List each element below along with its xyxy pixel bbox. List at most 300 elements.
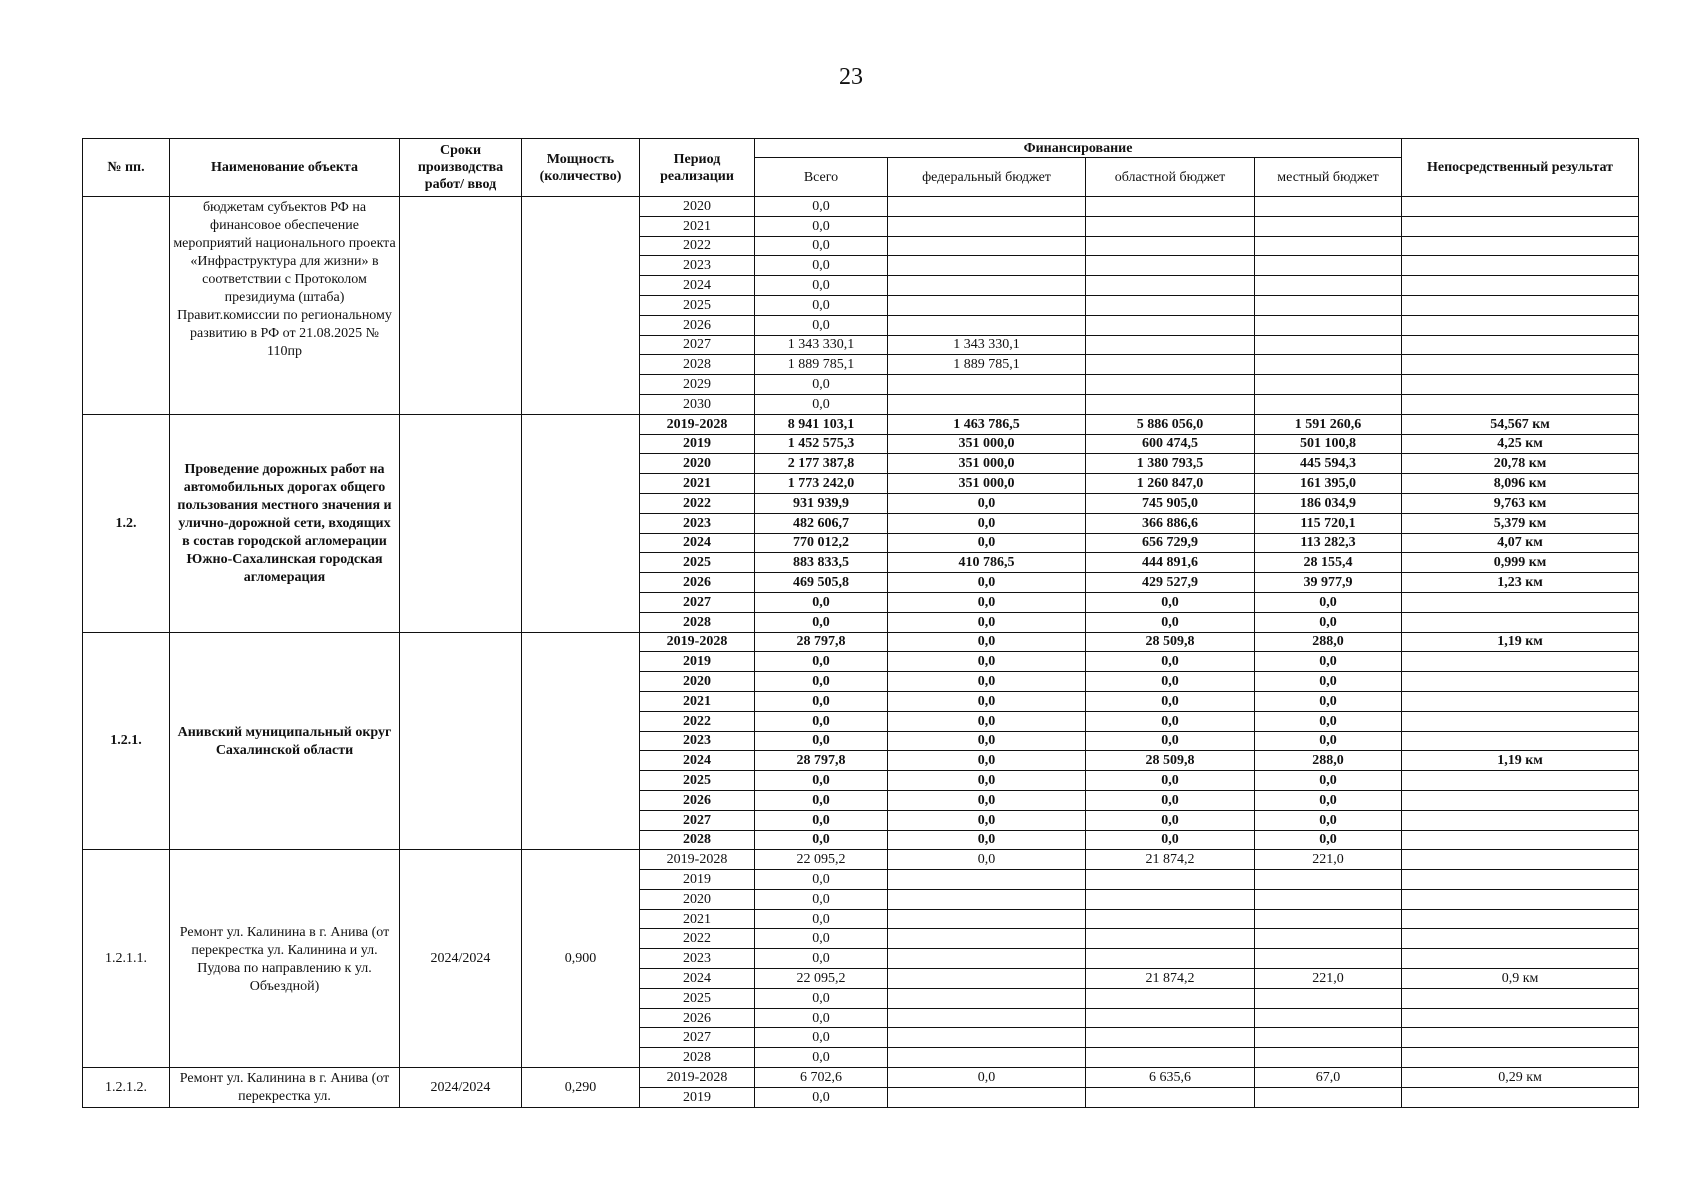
total-cell: 0,0 [755,295,888,315]
result-cell [1402,1087,1639,1107]
regional-cell: 366 886,6 [1086,513,1255,533]
result-cell [1402,711,1639,731]
work-terms [400,197,522,415]
total-cell: 0,0 [755,236,888,256]
object-name: Проведение дорожных работ на автомобильных дорогах общего пользования местного значения и улично-дорожной сети, входящих в состав городской агломерации Южно-Сахалинская городская агломерация [170,414,400,632]
regional-cell [1086,276,1255,296]
regional-cell [1086,929,1255,949]
header-financing: Финансирование [755,139,1402,158]
header-federal: федеральный бюджет [888,158,1086,197]
local-cell: 0,0 [1255,731,1402,751]
header-capacity: Мощность (количество) [522,139,640,197]
regional-cell: 5 886 056,0 [1086,414,1255,434]
regional-cell [1086,870,1255,890]
regional-cell: 21 874,2 [1086,850,1255,870]
table-row [83,850,1639,870]
period-cell: 2026 [640,1008,755,1028]
table-row [83,632,1639,652]
result-cell [1402,810,1639,830]
item-number: 1.2.1.1. [83,850,170,1068]
period-cell: 2020 [640,889,755,909]
local-cell: 0,0 [1255,810,1402,830]
federal-cell [888,315,1086,335]
result-cell [1402,276,1639,296]
result-cell [1402,315,1639,335]
federal-cell: 0,0 [888,731,1086,751]
regional-cell [1086,256,1255,276]
federal-cell: 1 463 786,5 [888,414,1086,434]
local-cell: 67,0 [1255,1068,1402,1088]
federal-cell [888,1028,1086,1048]
table-body [83,197,1639,1108]
federal-cell: 0,0 [888,711,1086,731]
regional-cell: 28 509,8 [1086,751,1255,771]
period-cell: 2028 [640,1048,755,1068]
result-cell: 1,19 км [1402,632,1639,652]
regional-cell [1086,394,1255,414]
object-name: Ремонт ул. Калинина в г. Анива (от перекрестка ул. Калинина и ул. Пудова по направлению к ул. Объездной) [170,850,400,1068]
regional-cell [1086,889,1255,909]
header-period: Период реализации [640,139,755,197]
header-result: Непосредственный результат [1402,139,1639,197]
regional-cell [1086,355,1255,375]
regional-cell: 1 380 793,5 [1086,454,1255,474]
period-cell: 2021 [640,691,755,711]
federal-cell [888,256,1086,276]
result-cell [1402,889,1639,909]
capacity [522,414,640,632]
regional-cell: 745 905,0 [1086,493,1255,513]
result-cell [1402,1028,1639,1048]
result-cell: 0,999 км [1402,553,1639,573]
period-cell: 2028 [640,355,755,375]
result-cell: 5,379 км [1402,513,1639,533]
period-cell: 2020 [640,454,755,474]
local-cell: 113 282,3 [1255,533,1402,553]
local-cell [1255,197,1402,217]
federal-cell: 1 343 330,1 [888,335,1086,355]
header-total: Всего [755,158,888,197]
local-cell [1255,870,1402,890]
regional-cell [1086,988,1255,1008]
total-cell: 2 177 387,8 [755,454,888,474]
total-cell: 0,0 [755,1048,888,1068]
regional-cell: 429 527,9 [1086,573,1255,593]
period-cell: 2019 [640,652,755,672]
local-cell [1255,929,1402,949]
federal-cell: 351 000,0 [888,434,1086,454]
federal-cell [888,969,1086,989]
period-cell: 2025 [640,771,755,791]
total-cell: 0,0 [755,929,888,949]
federal-cell [888,909,1086,929]
period-cell: 2028 [640,612,755,632]
regional-cell: 0,0 [1086,592,1255,612]
total-cell: 8 941 103,1 [755,414,888,434]
regional-cell [1086,295,1255,315]
local-cell: 445 594,3 [1255,454,1402,474]
regional-cell: 28 509,8 [1086,632,1255,652]
federal-cell: 0,0 [888,810,1086,830]
local-cell [1255,988,1402,1008]
local-cell: 1 591 260,6 [1255,414,1402,434]
total-cell: 0,0 [755,672,888,692]
federal-cell: 0,0 [888,790,1086,810]
table-row [83,1068,1639,1088]
federal-cell [888,236,1086,256]
local-cell: 28 155,4 [1255,553,1402,573]
period-cell: 2024 [640,276,755,296]
total-cell: 0,0 [755,256,888,276]
result-cell [1402,850,1639,870]
period-cell: 2020 [640,672,755,692]
result-cell: 8,096 км [1402,474,1639,494]
total-cell: 0,0 [755,216,888,236]
regional-cell [1086,216,1255,236]
result-cell [1402,592,1639,612]
total-cell: 482 606,7 [755,513,888,533]
work-terms [400,632,522,850]
period-cell: 2027 [640,335,755,355]
federal-cell: 0,0 [888,652,1086,672]
object-name: Анивский муниципальный округ Сахалинской области [170,632,400,850]
capacity [522,632,640,850]
regional-cell: 0,0 [1086,790,1255,810]
local-cell: 288,0 [1255,632,1402,652]
period-cell: 2025 [640,553,755,573]
federal-cell: 1 889 785,1 [888,355,1086,375]
period-cell: 2029 [640,375,755,395]
federal-cell: 0,0 [888,533,1086,553]
regional-cell [1086,1008,1255,1028]
federal-cell [888,870,1086,890]
local-cell: 0,0 [1255,830,1402,850]
work-terms: 2024/2024 [400,1068,522,1108]
item-number: 1.2.1. [83,632,170,850]
capacity: 0,900 [522,850,640,1068]
period-cell: 2027 [640,810,755,830]
item-number: 1.2. [83,414,170,632]
result-cell [1402,949,1639,969]
object-name: Ремонт ул. Калинина в г. Анива (от перекрестка ул. [170,1068,400,1108]
period-cell: 2027 [640,1028,755,1048]
total-cell: 0,0 [755,197,888,217]
federal-cell: 0,0 [888,751,1086,771]
object-name: бюджетам субъектов РФ на финансовое обеспечение мероприятий национального проекта «Инфраструктура для жизни» в соответствии с Протоколом президиума (штаба) Правит.комиссии по региональному развитию в РФ от 21.08.2025 № 110пр [170,197,400,415]
federal-cell: 0,0 [888,850,1086,870]
federal-cell [888,949,1086,969]
period-cell: 2030 [640,394,755,414]
local-cell [1255,256,1402,276]
period-cell: 2025 [640,988,755,1008]
regional-cell [1086,197,1255,217]
result-cell [1402,771,1639,791]
table-row [83,414,1639,434]
result-cell [1402,790,1639,810]
result-cell [1402,691,1639,711]
total-cell: 0,0 [755,810,888,830]
federal-cell: 351 000,0 [888,474,1086,494]
local-cell [1255,276,1402,296]
total-cell: 0,0 [755,1087,888,1107]
total-cell: 0,0 [755,612,888,632]
total-cell: 0,0 [755,315,888,335]
federal-cell [888,375,1086,395]
period-cell: 2024 [640,533,755,553]
total-cell: 0,0 [755,870,888,890]
regional-cell: 0,0 [1086,691,1255,711]
federal-cell: 0,0 [888,1068,1086,1088]
federal-cell [888,394,1086,414]
period-cell: 2022 [640,493,755,513]
result-cell: 54,567 км [1402,414,1639,434]
period-cell: 2021 [640,909,755,929]
regional-cell: 0,0 [1086,672,1255,692]
local-cell: 115 720,1 [1255,513,1402,533]
period-cell: 2024 [640,969,755,989]
result-cell: 20,78 км [1402,454,1639,474]
regional-cell [1086,1028,1255,1048]
total-cell: 0,0 [755,1028,888,1048]
total-cell: 0,0 [755,691,888,711]
total-cell: 0,0 [755,731,888,751]
total-cell: 0,0 [755,949,888,969]
result-cell [1402,197,1639,217]
result-cell [1402,355,1639,375]
result-cell [1402,216,1639,236]
result-cell [1402,295,1639,315]
total-cell: 0,0 [755,375,888,395]
total-cell: 28 797,8 [755,632,888,652]
regional-cell [1086,315,1255,335]
period-cell: 2019-2028 [640,414,755,434]
local-cell [1255,355,1402,375]
local-cell: 186 034,9 [1255,493,1402,513]
total-cell: 0,0 [755,771,888,791]
local-cell: 221,0 [1255,850,1402,870]
local-cell [1255,889,1402,909]
result-cell [1402,830,1639,850]
federal-cell: 0,0 [888,632,1086,652]
result-cell [1402,256,1639,276]
result-cell: 9,763 км [1402,493,1639,513]
total-cell: 22 095,2 [755,850,888,870]
local-cell [1255,1048,1402,1068]
result-cell [1402,672,1639,692]
local-cell: 288,0 [1255,751,1402,771]
result-cell: 1,19 км [1402,751,1639,771]
header-regional: областной бюджет [1086,158,1255,197]
result-cell [1402,909,1639,929]
period-cell: 2021 [640,474,755,494]
total-cell: 22 095,2 [755,969,888,989]
federal-cell: 0,0 [888,830,1086,850]
regional-cell: 656 729,9 [1086,533,1255,553]
federal-cell [888,295,1086,315]
result-cell [1402,236,1639,256]
federal-cell [888,1048,1086,1068]
result-cell: 4,25 км [1402,434,1639,454]
federal-cell: 0,0 [888,573,1086,593]
result-cell [1402,1008,1639,1028]
local-cell [1255,216,1402,236]
result-cell: 0,29 км [1402,1068,1639,1088]
total-cell: 28 797,8 [755,751,888,771]
total-cell: 0,0 [755,592,888,612]
period-cell: 2023 [640,513,755,533]
federal-cell: 0,0 [888,612,1086,632]
period-cell: 2026 [640,573,755,593]
regional-cell [1086,909,1255,929]
period-cell: 2023 [640,731,755,751]
federal-cell: 0,0 [888,691,1086,711]
total-cell: 1 773 242,0 [755,474,888,494]
period-cell: 2021 [640,216,755,236]
federal-cell [888,276,1086,296]
result-cell: 4,07 км [1402,533,1639,553]
period-cell: 2026 [640,790,755,810]
period-cell: 2019 [640,1087,755,1107]
total-cell: 0,0 [755,909,888,929]
federal-cell [888,929,1086,949]
period-cell: 2023 [640,949,755,969]
total-cell: 0,0 [755,790,888,810]
local-cell [1255,335,1402,355]
federal-cell [888,197,1086,217]
local-cell: 0,0 [1255,691,1402,711]
result-cell: 1,23 км [1402,573,1639,593]
total-cell: 0,0 [755,988,888,1008]
period-cell: 2019-2028 [640,850,755,870]
local-cell: 221,0 [1255,969,1402,989]
local-cell: 0,0 [1255,711,1402,731]
period-cell: 2028 [640,830,755,850]
regional-cell [1086,375,1255,395]
local-cell [1255,949,1402,969]
period-cell: 2022 [640,236,755,256]
result-cell [1402,731,1639,751]
regional-cell: 6 635,6 [1086,1068,1255,1088]
total-cell: 0,0 [755,652,888,672]
total-cell: 1 889 785,1 [755,355,888,375]
federal-cell [888,988,1086,1008]
total-cell: 0,0 [755,276,888,296]
period-cell: 2019 [640,434,755,454]
local-cell [1255,1028,1402,1048]
result-cell [1402,929,1639,949]
local-cell [1255,315,1402,335]
period-cell: 2026 [640,315,755,335]
total-cell: 883 833,5 [755,553,888,573]
regional-cell: 0,0 [1086,810,1255,830]
period-cell: 2019-2028 [640,632,755,652]
item-number [83,197,170,415]
regional-cell: 600 474,5 [1086,434,1255,454]
federal-cell: 351 000,0 [888,454,1086,474]
total-cell: 0,0 [755,889,888,909]
local-cell: 0,0 [1255,652,1402,672]
work-terms [400,414,522,632]
local-cell [1255,295,1402,315]
period-cell: 2027 [640,592,755,612]
regional-cell [1086,1087,1255,1107]
regional-cell [1086,335,1255,355]
regional-cell: 444 891,6 [1086,553,1255,573]
total-cell: 0,0 [755,394,888,414]
federal-cell: 410 786,5 [888,553,1086,573]
header-local: местный бюджет [1255,158,1402,197]
regional-cell: 0,0 [1086,652,1255,672]
result-cell [1402,394,1639,414]
local-cell: 0,0 [1255,592,1402,612]
result-cell [1402,870,1639,890]
regional-cell [1086,1048,1255,1068]
total-cell: 0,0 [755,711,888,731]
regional-cell: 0,0 [1086,771,1255,791]
regional-cell: 1 260 847,0 [1086,474,1255,494]
total-cell: 469 505,8 [755,573,888,593]
period-cell: 2024 [640,751,755,771]
local-cell: 0,0 [1255,771,1402,791]
result-cell [1402,1048,1639,1068]
federal-cell: 0,0 [888,672,1086,692]
header-terms: Сроки производства работ/ ввод [400,139,522,197]
regional-cell [1086,236,1255,256]
local-cell: 39 977,9 [1255,573,1402,593]
local-cell: 0,0 [1255,612,1402,632]
total-cell: 0,0 [755,830,888,850]
total-cell: 770 012,2 [755,533,888,553]
period-cell: 2019 [640,870,755,890]
period-cell: 2023 [640,256,755,276]
federal-cell [888,216,1086,236]
regional-cell: 0,0 [1086,830,1255,850]
result-cell: 0,9 км [1402,969,1639,989]
period-cell: 2022 [640,711,755,731]
local-cell [1255,1087,1402,1107]
federal-cell: 0,0 [888,771,1086,791]
local-cell [1255,1008,1402,1028]
regional-cell: 0,0 [1086,711,1255,731]
federal-cell [888,1008,1086,1028]
total-cell: 1 452 575,3 [755,434,888,454]
local-cell: 501 100,8 [1255,434,1402,454]
federal-cell: 0,0 [888,592,1086,612]
period-cell: 2022 [640,929,755,949]
capacity [522,197,640,415]
local-cell [1255,236,1402,256]
local-cell: 0,0 [1255,790,1402,810]
local-cell [1255,394,1402,414]
regional-cell: 0,0 [1086,731,1255,751]
result-cell [1402,988,1639,1008]
financing-table [82,138,1639,1108]
federal-cell [888,889,1086,909]
federal-cell: 0,0 [888,513,1086,533]
total-cell: 6 702,6 [755,1068,888,1088]
header-num: № пп. [83,139,170,197]
total-cell: 931 939,9 [755,493,888,513]
local-cell: 0,0 [1255,672,1402,692]
result-cell [1402,375,1639,395]
work-terms: 2024/2024 [400,850,522,1068]
result-cell [1402,652,1639,672]
federal-cell [888,1087,1086,1107]
item-number: 1.2.1.2. [83,1068,170,1108]
total-cell: 0,0 [755,1008,888,1028]
period-cell: 2025 [640,295,755,315]
total-cell: 1 343 330,1 [755,335,888,355]
